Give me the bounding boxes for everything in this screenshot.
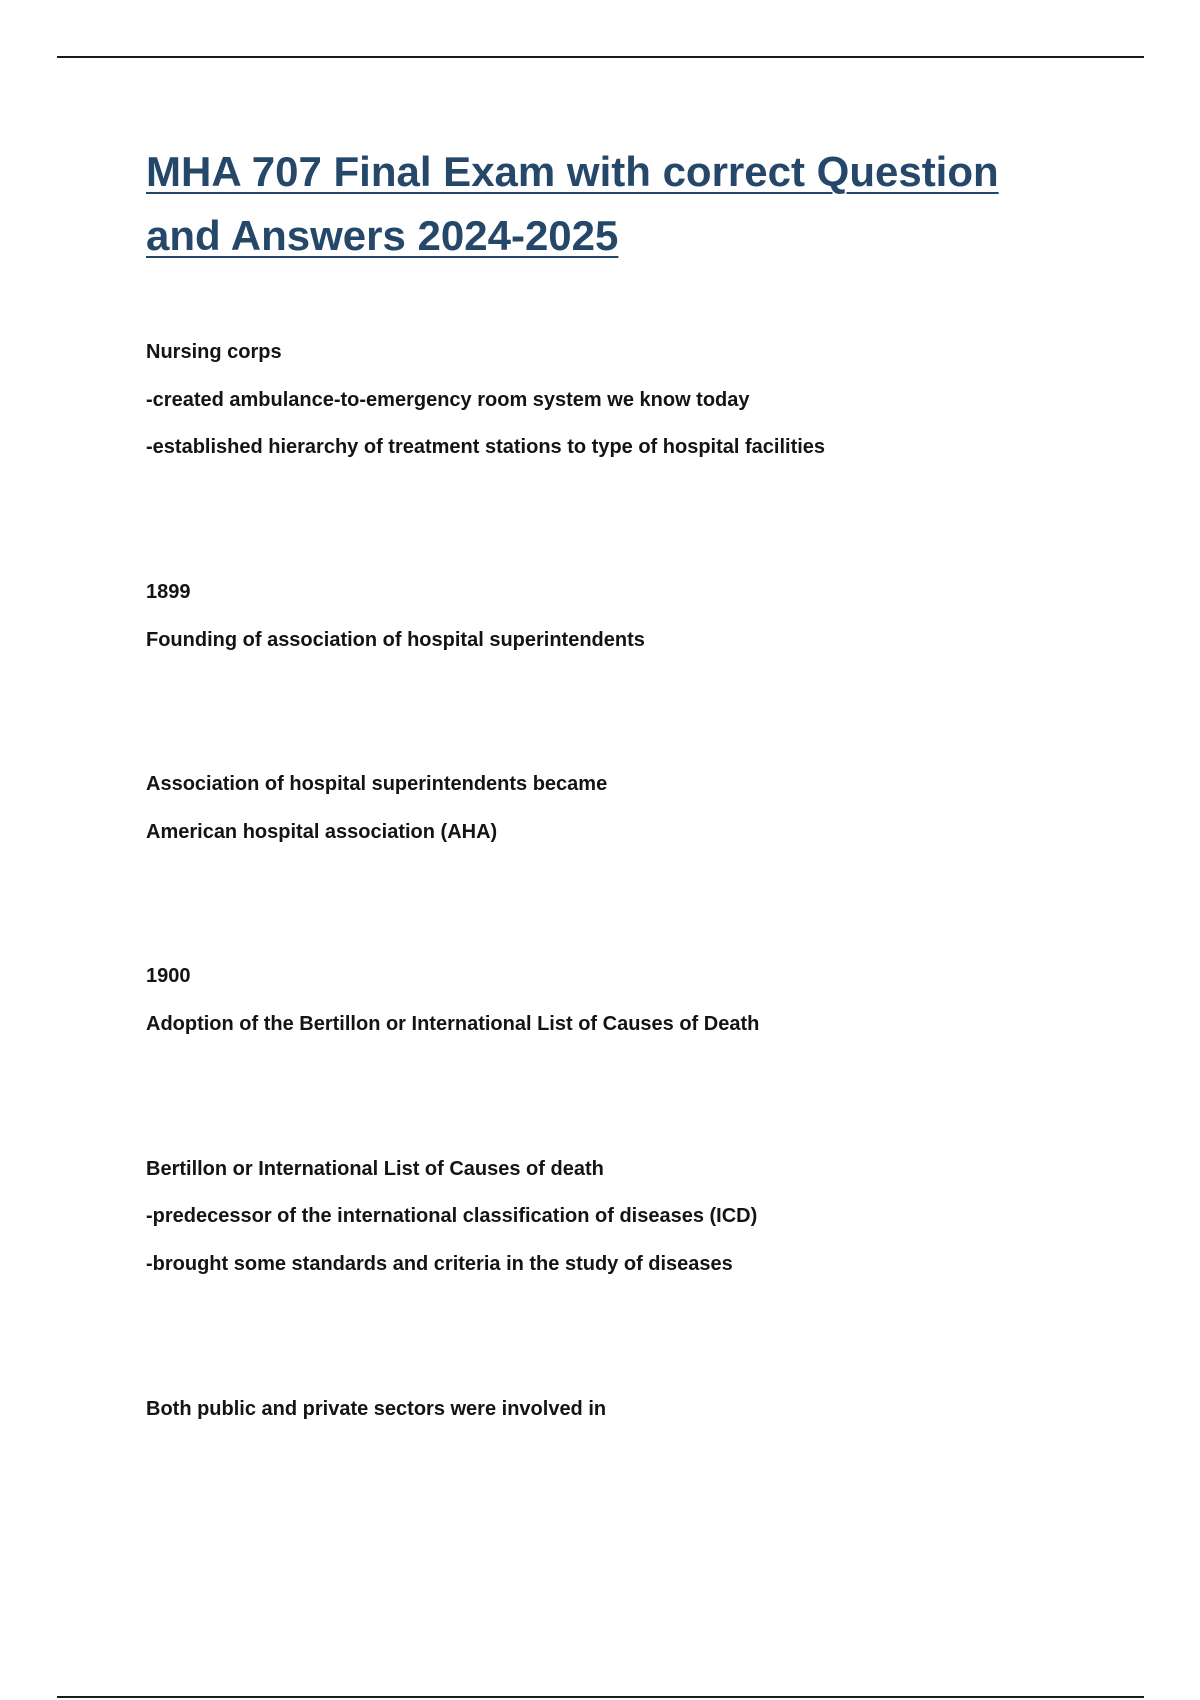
entry-answer-line: -brought some standards and criteria in the study of diseases	[146, 1253, 733, 1275]
document-title	[146, 140, 1086, 268]
entry-answer-line: American hospital association (AHA)	[146, 821, 498, 843]
entry-term: Both public and private sectors were involved in	[146, 1398, 607, 1420]
entry-answer-line: -established hierarchy of treatment stations to type of hospital facilities	[146, 436, 826, 458]
entry-term: 1899	[146, 581, 191, 603]
entry-answer-line: -predecessor of the international classification of diseases (ICD)	[146, 1205, 758, 1227]
document-title-line-2: and Answers 2024-2025	[146, 212, 619, 259]
entry-answer-line: Founding of association of hospital superintendents	[146, 629, 645, 651]
entry-term: Bertillon or International List of Causes of death	[146, 1158, 604, 1180]
document-title-line-1: MHA 707 Final Exam with correct Question	[146, 148, 999, 195]
footer-rule	[57, 1696, 1144, 1698]
entry-term: Association of hospital superintendents became	[146, 773, 608, 795]
entry-term: Nursing corps	[146, 341, 282, 363]
header-rule	[57, 56, 1144, 58]
entry-answer-line: Adoption of the Bertillon or International List of Causes of Death	[146, 1013, 760, 1035]
entry-answer-line: -created ambulance-to-emergency room system we know today	[146, 389, 750, 411]
entry-term: 1900	[146, 965, 191, 987]
